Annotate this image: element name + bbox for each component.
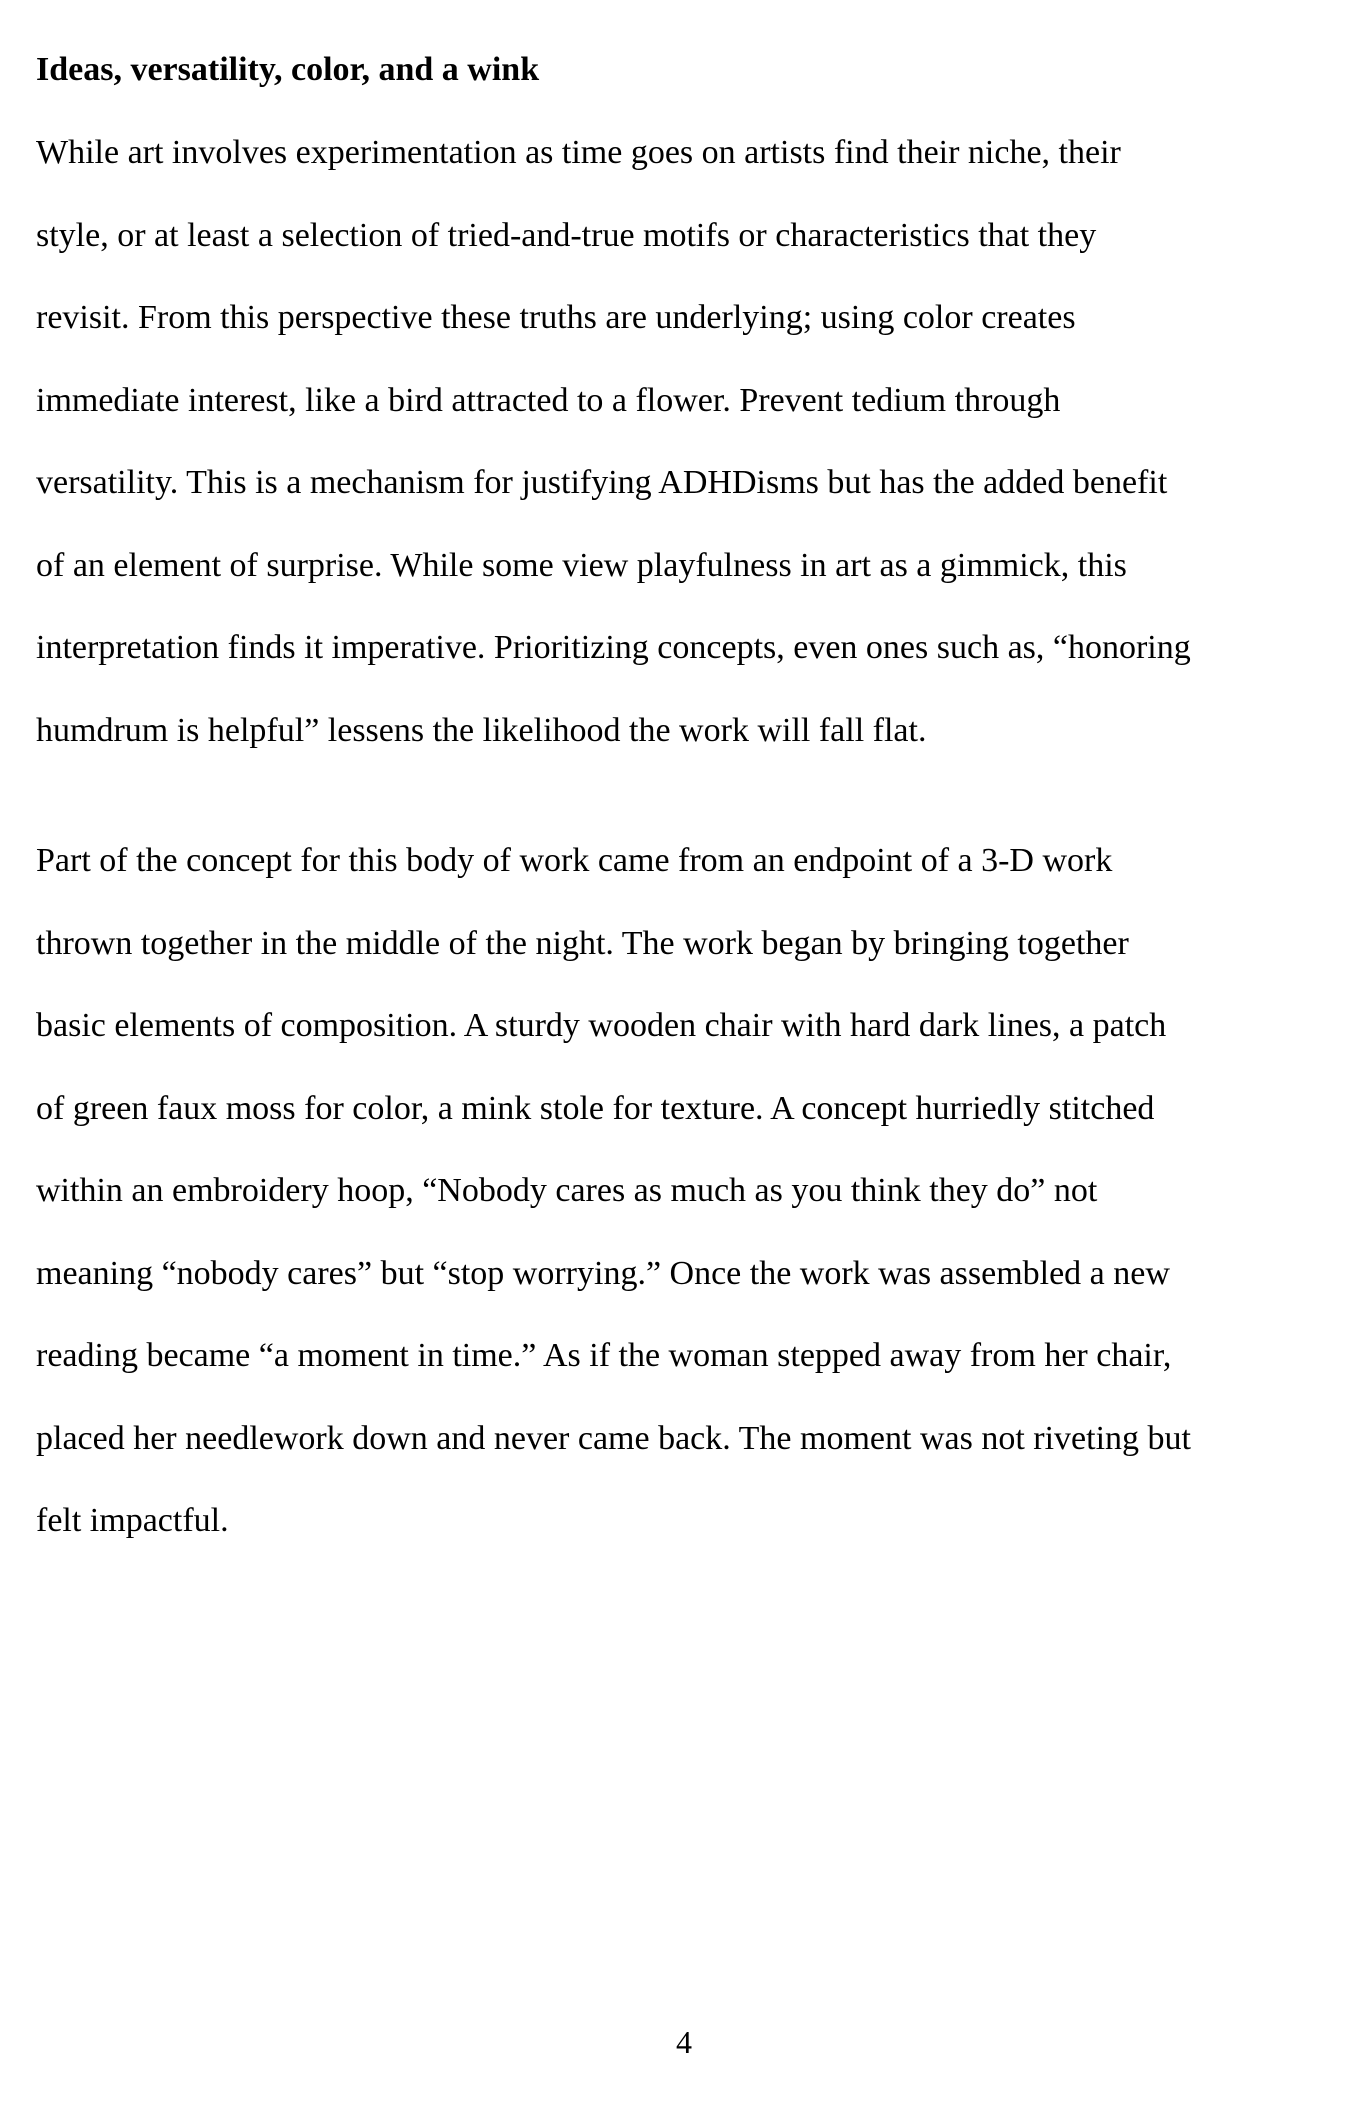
paragraph-line: versatility. This is a mechanism for justifying ADHDisms but has the added benefit [36,464,1168,501]
paragraph-line: revisit. From this perspective these truths are underlying; using color creates [36,299,1076,336]
paragraph-line: within an embroidery hoop, “Nobody cares as much as you think they do” not [36,1172,1098,1209]
paragraph-line: interpretation finds it imperative. Prioritizing concepts, even ones such as, “honoring [36,629,1191,666]
paragraph-line: humdrum is helpful” lessens the likelihood the work will fall flat. [36,711,927,749]
paragraph-line: style, or at least a selection of tried-and-true motifs or characteristics that they [36,216,1097,254]
paragraph-line: Part of the concept for this body of work came from an endpoint of a 3-D work [36,842,1113,879]
page-number: 4 [676,2024,692,2060]
paragraph-line: meaning “nobody cares” but “stop worrying.” Once the work was assembled a new [36,1254,1170,1292]
section-heading: Ideas, versatility, color, and a wink [36,51,540,88]
paragraph-line: of green faux moss for color, a mink stole for texture. A concept hurriedly stitched [36,1089,1155,1127]
paragraph-line: reading became “a moment in time.” As if the woman stepped away from her chair, [36,1337,1172,1374]
paragraph-line: felt impactful. [36,1502,229,1539]
paragraph-1 [36,112,1336,772]
paragraph-line: basic elements of composition. A sturdy wooden chair with hard dark lines, a patch [36,1007,1167,1044]
paragraph-line: immediate interest, like a bird attracted to a flower. Prevent tedium through [36,381,1061,419]
paragraph-line: thrown together in the middle of the night. The work began by bringing together [36,924,1129,962]
paragraph-line: While art involves experimentation as time goes on artists find their niche, their [36,134,1121,171]
paragraph-line: of an element of surprise. While some view playfulness in art as a gimmick, this [36,546,1127,584]
paragraph-2 [36,820,1336,1563]
paragraph-line: placed her needlework down and never came back. The moment was not riveting but [36,1419,1191,1457]
